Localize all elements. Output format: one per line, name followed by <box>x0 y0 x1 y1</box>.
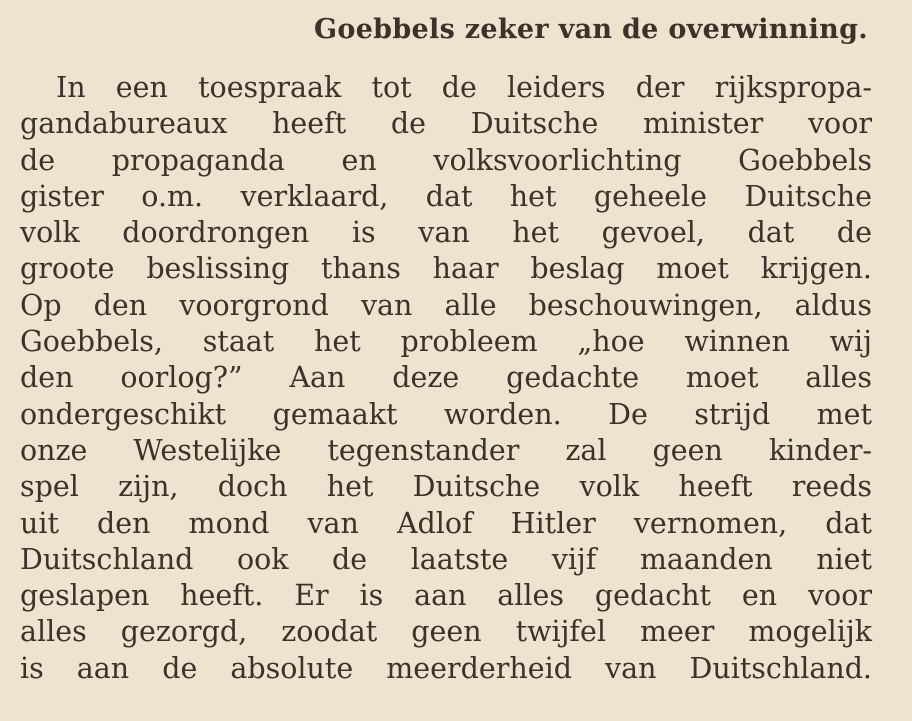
article-line: uit den mond van Adlof Hitler vernomen, dat <box>20 506 872 540</box>
article-line: groote beslissing thans haar beslag moet krijgen. <box>20 252 872 286</box>
article-line: is aan de absolute meerderheid van Duitschland. <box>20 651 872 685</box>
article-line: geslapen heeft. Er is aan alles gedacht en voor <box>20 579 872 613</box>
article-line: ondergeschikt gemaakt worden. De strijd met <box>20 397 872 431</box>
article-line: alles gezorgd, zoodat geen twijfel meer mogelijk <box>20 615 872 649</box>
article-line: de propaganda en volksvoorlichting Goebbels <box>20 143 872 177</box>
article-line: spel zijn, doch het Duitsche volk heeft reeds <box>20 470 872 504</box>
article-line: Duitschland ook de laatste vijf maanden niet <box>20 542 872 576</box>
article-line: gandabureaux heeft de Duitsche minister voor <box>20 107 872 141</box>
article-line: onze Westelijke tegenstander zal geen kinder- <box>20 433 872 467</box>
headline: Goebbels zeker van de overwinning. <box>314 14 868 45</box>
article-line: volk doordrongen is van het gevoel, dat de <box>20 216 872 250</box>
article-line: Op den voorgrond van alle beschouwingen, aldus <box>20 288 872 322</box>
article-line: Goebbels, staat het probleem „hoe winnen wij <box>20 325 872 359</box>
article-line: gister o.m. verklaard, dat het geheele Duitsche <box>20 179 872 213</box>
article-body <box>20 70 872 687</box>
article-line: den oorlog?” Aan deze gedachte moet alles <box>20 361 872 395</box>
article-line: In een toespraak tot de leiders der rijkspropa- <box>56 71 872 104</box>
